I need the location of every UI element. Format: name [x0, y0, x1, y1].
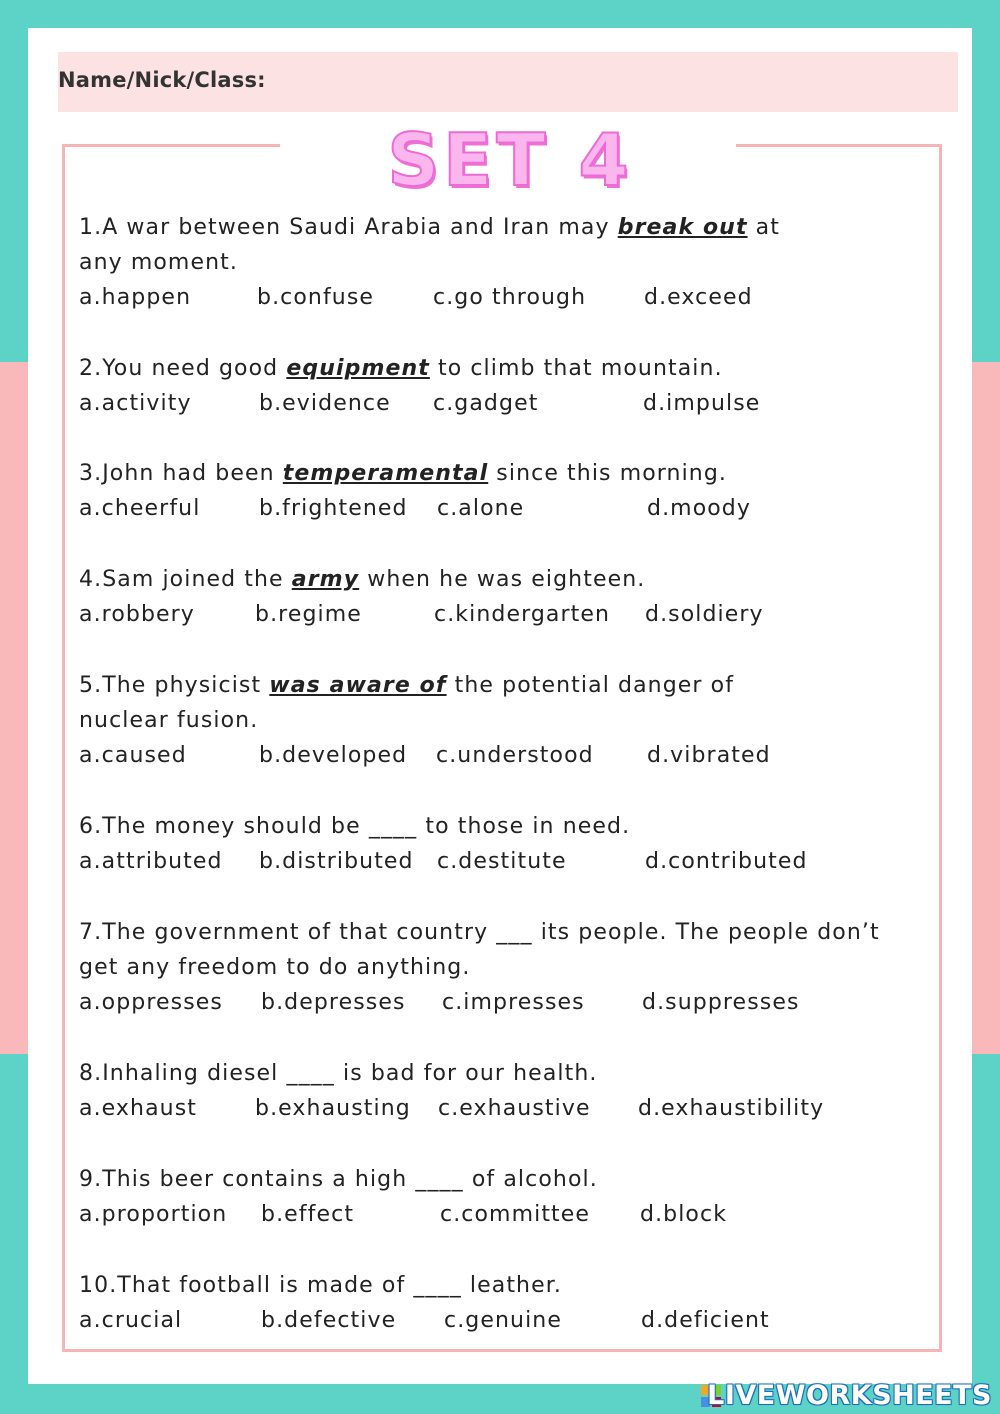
question-8: 8.Inhaling diesel ____ is bad for our health.: [79, 1061, 598, 1086]
option-a[interactable]: a.crucial: [79, 1308, 183, 1333]
keyword: was aware of: [269, 673, 447, 698]
option-d[interactable]: d.soldiery: [645, 602, 764, 627]
option-d[interactable]: d.contributed: [645, 849, 808, 874]
options-6: [79, 844, 939, 879]
set-title: SET 4: [387, 118, 633, 202]
option-d[interactable]: d.exhaustibility: [638, 1096, 825, 1121]
question-7: 7.The government of that country ___ its people. The people don’t get any freedom to do anything.: [79, 920, 880, 980]
option-c[interactable]: c.alone: [437, 496, 525, 521]
option-b[interactable]: b.regime: [255, 602, 362, 627]
question-5: 5.The physicist was aware of the potential danger of nuclear fusion.: [79, 673, 735, 733]
options-1: [79, 280, 939, 315]
brand-wordmark[interactable]: LIVEWORKSHEETS: [707, 1380, 992, 1411]
keyword: equipment: [286, 356, 430, 381]
option-d[interactable]: d.suppresses: [642, 990, 800, 1015]
option-b[interactable]: b.distributed: [259, 849, 414, 874]
options-7: [79, 985, 939, 1020]
option-d[interactable]: d.moody: [647, 496, 751, 521]
option-c[interactable]: c.committee: [440, 1202, 591, 1227]
keyword: break out: [617, 215, 748, 240]
keyword: army: [291, 567, 360, 592]
question-2: 2.You need good equipment to climb that mountain.: [79, 356, 723, 381]
option-b[interactable]: b.depresses: [261, 990, 406, 1015]
option-a[interactable]: a.proportion: [79, 1202, 228, 1227]
option-d[interactable]: d.exceed: [644, 285, 753, 310]
option-c[interactable]: c.understood: [436, 743, 594, 768]
options-5: [79, 738, 939, 773]
option-d[interactable]: d.vibrated: [647, 743, 771, 768]
option-a[interactable]: a.exhaust: [79, 1096, 197, 1121]
question-10: 10.That football is made of ____ leather.: [79, 1273, 562, 1298]
option-c[interactable]: c.kindergarten: [434, 602, 611, 627]
question-3: 3.John had been temperamental since this morning.: [79, 461, 727, 486]
option-c[interactable]: c.impresses: [442, 990, 585, 1015]
options-8: [79, 1091, 939, 1126]
option-c[interactable]: c.gadget: [433, 391, 539, 416]
option-a[interactable]: a.oppresses: [79, 990, 223, 1015]
option-a[interactable]: a.happen: [79, 285, 192, 310]
option-b[interactable]: b.frightened: [259, 496, 408, 521]
name-label: Name/Nick/Class:: [58, 68, 266, 92]
option-c[interactable]: c.genuine: [444, 1308, 562, 1333]
option-c[interactable]: c.go through: [433, 285, 587, 310]
keyword: temperamental: [282, 461, 489, 486]
option-a[interactable]: a.cheerful: [79, 496, 201, 521]
question-1: 1.A war between Saudi Arabia and Iran may break out at any moment.: [79, 215, 780, 275]
option-a[interactable]: a.caused: [79, 743, 187, 768]
option-d[interactable]: d.impulse: [643, 391, 761, 416]
options-9: [79, 1197, 939, 1232]
option-b[interactable]: b.effect: [261, 1202, 355, 1227]
option-a[interactable]: a.activity: [79, 391, 192, 416]
options-4: [79, 597, 939, 632]
option-d[interactable]: d.block: [640, 1202, 728, 1227]
option-b[interactable]: b.confuse: [257, 285, 375, 310]
options-10: [79, 1303, 939, 1338]
question-6: 6.The money should be ____ to those in need.: [79, 814, 631, 839]
option-b[interactable]: b.evidence: [259, 391, 391, 416]
options-3: [79, 491, 939, 526]
question-9: 9.This beer contains a high ____ of alcohol.: [79, 1167, 598, 1192]
option-c[interactable]: c.exhaustive: [438, 1096, 591, 1121]
name-field[interactable]: [58, 52, 958, 112]
question-4: 4.Sam joined the army when he was eighteen.: [79, 567, 646, 592]
option-b[interactable]: b.developed: [259, 743, 408, 768]
option-b[interactable]: b.defective: [261, 1308, 397, 1333]
option-a[interactable]: a.attributed: [79, 849, 223, 874]
option-a[interactable]: a.robbery: [79, 602, 195, 627]
option-d[interactable]: d.deficient: [641, 1308, 770, 1333]
option-c[interactable]: c.destitute: [437, 849, 567, 874]
option-b[interactable]: b.exhausting: [255, 1096, 411, 1121]
options-2: [79, 386, 939, 421]
